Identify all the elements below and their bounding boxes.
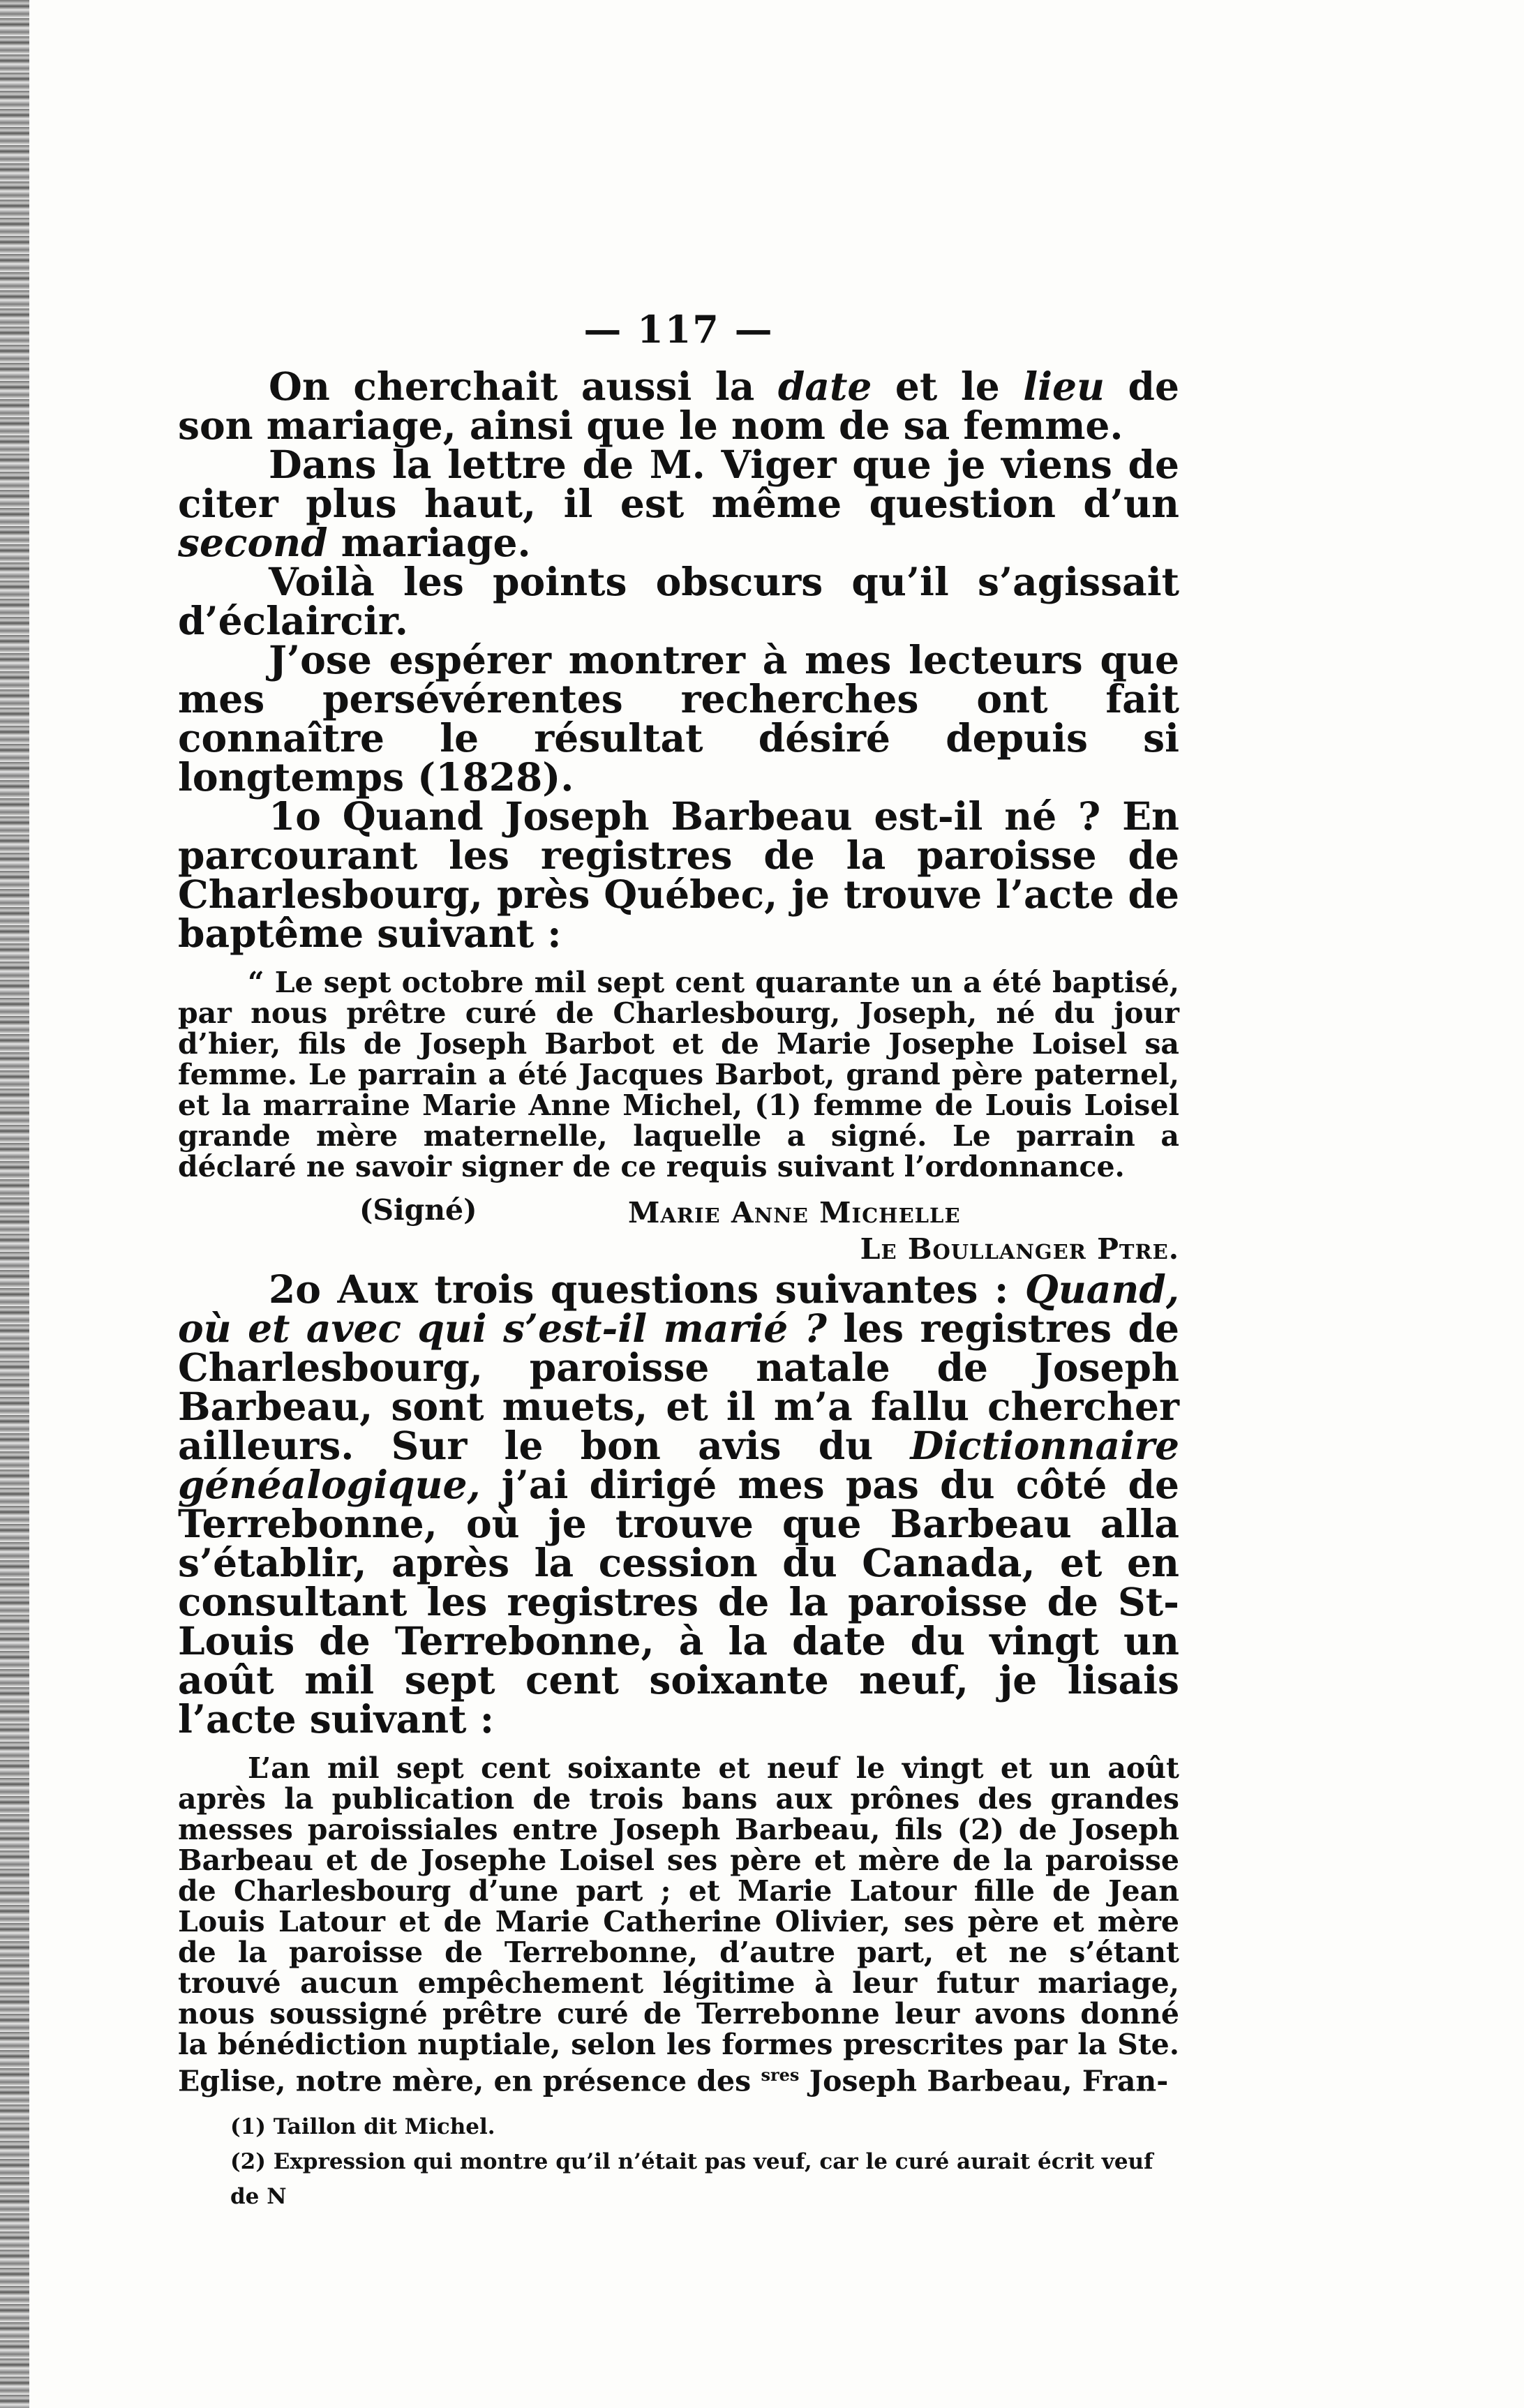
footnotes — [178, 2109, 1179, 2214]
body-text-top — [178, 364, 1179, 956]
footnote-1: (1) Taillon dit Michel. — [230, 2114, 495, 2139]
baptism-record-quote — [178, 967, 1179, 1182]
paragraph-1: On cherchait aussi la date et le lieu de son mariage, ainsi que le nom de sa femme. — [178, 364, 1179, 448]
paragraph-6: 2o Aux trois questions suivantes : Quand, où et avec qui s’est-il marié ? les registres de Charlesbourg, paroisse natale de Joseph Barbeau, sont muets, et il m’a fallu chercher ailleurs. Sur le bon avis du Dictionnaire généalogique, j’ai dirigé mes pas du côté de Terrebonne, où je trouve que Barbeau alla s’établir, après la cession du Canada, et en consultant les registres de la paroisse de St-Louis de Terrebonne, à la date du vingt un août mil sept cent soixante neuf, je lisais l’acte suivant : — [178, 1266, 1179, 1742]
quote2-text: L’an mil sept cent soixante et neuf le vingt et un août après la publication de trois bans aux prônes des grandes messes paroissiales entre Joseph Barbeau, fils (2) de Joseph Barbeau et de Josephe Loisel ses père et mère de la paroisse de Charlesbourg d’une part ; et Marie Latour fille de Jean Louis Latour et de Marie Catherine Olivier, ses père et mère de la paroisse de Terrebonne, d’autre part, et ne s’étant trouvé aucun empêchement légitime à leur futur mariage, nous soussigné prêtre curé de Terrebonne leur avons donné la bénédiction nuptiale, selon les formes prescrites par la Ste. Eglise, notre mère, en présence des $^{sres}$ Joseph Barbeau, Fran- — [178, 1751, 1179, 2098]
page-number: — 117 — — [583, 307, 774, 352]
paragraph-2: Dans la lettre de M. Viger que je viens de citer plus haut, il est même question d’un second mariage. — [178, 442, 1179, 565]
signature-block — [178, 1193, 1179, 1266]
document-page — [178, 307, 1179, 2214]
signature-name-1: Marie Anne Michelle — [628, 1196, 961, 1229]
paragraph-3: Voilà les points obscurs qu’il s’agissait d’éclaircir. — [178, 559, 1179, 643]
marriage-record-quote — [178, 1753, 1179, 2097]
body-text-section2 — [178, 1266, 1179, 1742]
paragraph-5: 1o Quand Joseph Barbeau est-il né ? En parcourant les registres de la paroisse de Charlesbourg, près Québec, je trouve l’acte de baptême suivant : — [178, 793, 1179, 956]
signature-label: (Signé) — [359, 1193, 477, 1227]
signature-name-2: Le Boullanger Ptre. — [860, 1232, 1179, 1266]
paragraph-4: J’ose espérer montrer à mes lecteurs que mes persévérentes recherches ont fait connaître le résultat désiré depuis si longtemps (1828). — [178, 637, 1179, 800]
footnote-2: (2) Expression qui montre qu’il n’était pas veuf, car le curé aurait écrit veuf de N — [230, 2148, 1153, 2209]
quote1-text: “ Le sept octobre mil sept cent quarante un a été baptisé, par nous prêtre curé de Charlesbourg, Joseph, né du jour d’hier, fils de Joseph Barbot et de Marie Josephe Loisel sa femme. Le parrain a été Jacques Barbot, grand père paternel, et la marraine Marie Anne Michel, (1) femme de Louis Loisel grande mère maternelle, laquelle a signé. Le parrain a déclaré ne savoir signer de ce requis suivant l’ordonnance. — [178, 966, 1179, 1183]
scan-edge — [0, 0, 29, 2408]
